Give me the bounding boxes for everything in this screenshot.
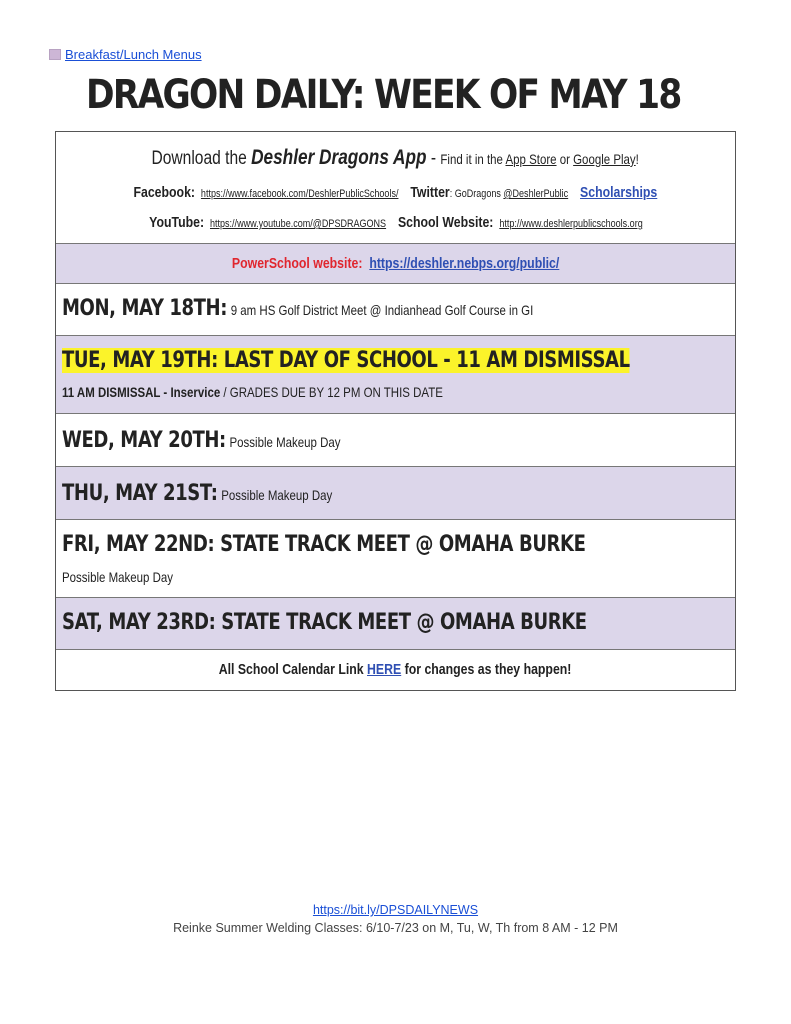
day-row-fri [56,520,735,598]
day-row-wed [56,414,735,467]
calendar-row [56,650,735,690]
facebook-link[interactable]: https://www.facebook.com/DeshlerPublicSchools/ [201,188,399,200]
calendar-prefix: All School Calendar Link [219,661,368,678]
info-header [56,132,735,244]
calendar-suffix: for changes as they happen! [401,661,572,678]
welding-note: Reinke Summer Welding Classes: 6/10-7/23 on M, Tu, W, Th from 8 AM - 12 PM [173,921,618,935]
day-desc: 9 am HS Golf District Meet @ Indianhead Golf Course in GI [230,302,534,318]
download-prefix: Download the [151,148,252,169]
scholarships-link[interactable]: Scholarships [580,184,658,201]
day-row-tue [56,336,735,414]
calendar-here-link[interactable]: HERE [367,661,402,678]
excl: ! [635,151,640,167]
google-play-link[interactable]: Google Play [573,151,636,167]
or-text: or [556,151,574,167]
menus-link[interactable]: Breakfast/Lunch Menus [65,47,202,62]
day-name: SAT, MAY 23RD: STATE TRACK MEET @ OMAHA BURKE [62,610,587,635]
website-label: School Website: [397,214,493,231]
day-sub-bold: 11 AM DISMISSAL - Inservice [62,384,221,400]
app-store-link[interactable]: App Store [505,151,557,167]
day-desc: Possible Makeup Day [229,434,341,450]
powerschool-link[interactable]: https://deshler.nebps.org/public/ [369,255,560,272]
twitter-label: Twitter [410,184,450,201]
powerschool-row [56,244,735,284]
dash: - [426,148,441,169]
twitter-handle-link[interactable]: @DeshlerPublic [503,188,569,200]
menus-nav [49,47,202,62]
day-row-thu [56,467,735,520]
schedule-table [55,131,736,691]
find-text: Find it in the [440,151,506,167]
day-name: TUE, MAY 19TH: LAST DAY OF SCHOOL - 11 AM DISMISSAL [62,348,630,373]
image-icon [49,49,61,60]
day-name: THU, MAY 21ST: [62,481,218,506]
youtube-link[interactable]: https://www.youtube.com/@DPSDRAGONS [209,218,386,230]
website-link[interactable]: http://www.deshlerpublicschools.org [498,218,643,230]
powerschool-label: PowerSchool website: [231,255,363,272]
day-row-mon [56,284,735,336]
facebook-label: Facebook: [133,184,196,201]
page-title: DRAGON DAILY: WEEK OF MAY 18 [86,72,681,118]
day-sub: / GRADES DUE BY 12 PM ON THIS DATE [220,384,443,400]
app-name: Deshler Dragons App [251,146,427,169]
day-sub: Possible Makeup Day [62,569,174,585]
day-name: FRI, MAY 22ND: STATE TRACK MEET @ OMAHA BURKE [62,532,586,557]
day-name: MON, MAY 18TH: [62,296,228,321]
day-desc: Possible Makeup Day [221,487,333,503]
daily-news-link[interactable]: https://bit.ly/DPSDAILYNEWS [312,903,479,917]
youtube-label: YouTube: [148,214,204,231]
day-name: WED, MAY 20TH: [62,428,226,453]
day-row-sat [56,598,735,650]
twitter-text: : GoDragons [449,188,504,200]
